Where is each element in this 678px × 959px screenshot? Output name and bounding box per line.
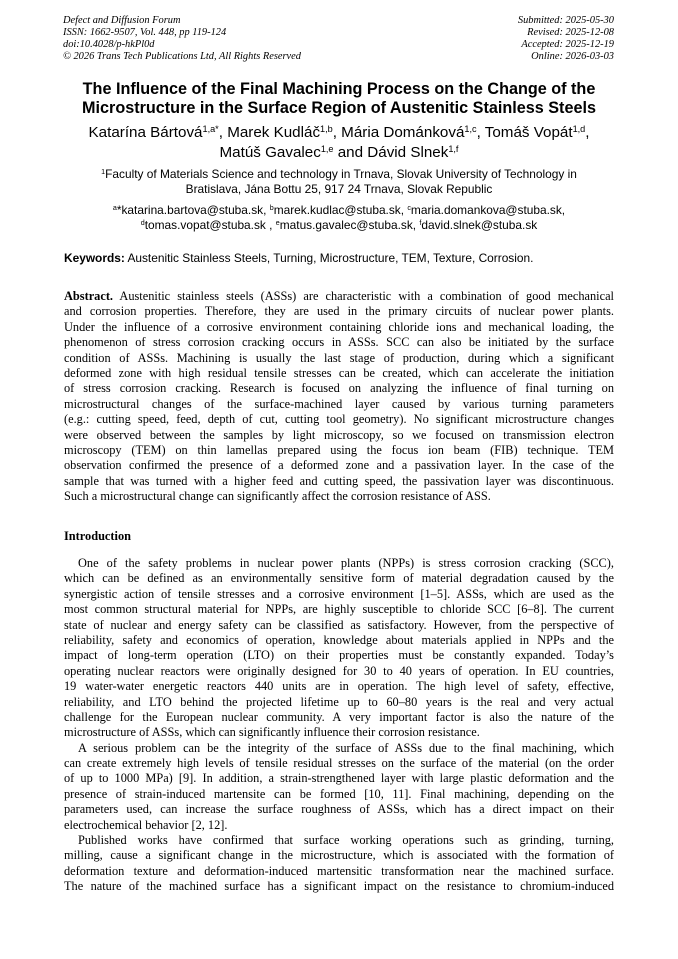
text-line: reliability, and LTO behind the projected lifetime up to 60–80 years is the real and very actual xyxy=(64,694,614,709)
author-separator: , xyxy=(218,124,228,141)
text-line: of up to 1000 MPa) [9]. In addition, a strain-strengthened layer with large plastic deformation and the xyxy=(64,771,614,786)
paper-title xyxy=(0,80,678,117)
keywords-text: Austenitic Stainless Steels, Turning, Microstructure, TEM, Texture, Corrosion. xyxy=(124,251,534,265)
text-line: phenomenon of stress corrosion cracking occurs in ASSs. SCC can also be initiated by the surface xyxy=(64,335,614,350)
email-sup: c xyxy=(407,204,411,213)
revised-date: Revised: 2025-12-08 xyxy=(527,27,614,38)
text-line: A serious problem can be the integrity of the surface of ASSs due to the final machining, which xyxy=(78,740,614,755)
author-affiliation-sup: 1,e xyxy=(320,143,334,154)
keywords-label: Keywords: xyxy=(64,251,125,265)
text-line: sample that was turned with a higher feed and cutting speed, the passivation layer was discontinuous. xyxy=(64,473,614,488)
abstract-label: Abstract. xyxy=(64,289,114,303)
text-line: One of the safety problems in nuclear power plants (NPPs) is stress corrosion cracking (SCC), xyxy=(78,556,614,570)
affiliation-line: Faculty of Materials Science and technology in Trnava, Slovak University of Technology in xyxy=(105,167,577,181)
email-sup: f xyxy=(419,219,422,228)
text-line: deformed zone with high residual tensile stresses can be created, which can accelerate the initiation xyxy=(64,365,614,380)
author-separator: , xyxy=(585,124,590,141)
text-line: presence of strain-induced martensite can be formed [10, 11]. Final machining, depending on the xyxy=(64,786,614,801)
text-line: synergistic action of tensile stresses and a corrosive environment [1–5]. ASSs, which are used as the xyxy=(64,586,614,601)
email-address: matus.gavalec@stuba.sk, xyxy=(279,218,420,232)
author-affiliation-sup: 1,b xyxy=(320,123,333,134)
title-line: Microstructure in the Surface Region of Austenitic Stainless Steels xyxy=(82,98,596,117)
text-line: can create extremely high levels of tensile residual stresses on the surface of the material (on the order xyxy=(64,756,614,771)
text-line: parameters used, can increase the surface roughness of ASSs, which has a direct impact on their xyxy=(64,802,614,817)
author-separator: , xyxy=(332,124,342,141)
text-line: observation confirmed the presence of a deformed zone and a passivation layer. In the case of the xyxy=(64,458,614,473)
text-line: condition of ASSs. Machining is usually the last stage of production, during which a significant xyxy=(64,350,614,365)
author-name: Mária Dománková xyxy=(341,124,465,141)
text-line: most common structural material for NPPs, are highly susceptible to chloride SCC [6–8]. The current xyxy=(64,602,614,617)
text-line: impact of long-term operation (LTO) on their properties must be constantly expanded. Today’s xyxy=(64,648,614,663)
text-line: Published works have confirmed that surface working operations such as grinding, turning, xyxy=(78,833,614,848)
email-address: marek.kudlac@stuba.sk, xyxy=(273,203,408,217)
text-line: The nature of the machined surface has a significant impact on the resistance to chromium-induced xyxy=(64,879,614,894)
text-line: and corrosion properties. Therefore, they are used in the primary circuits of nuclear power plants. xyxy=(64,304,614,319)
author-separator: , xyxy=(476,124,485,141)
paragraph xyxy=(64,556,614,741)
email-list xyxy=(0,203,678,233)
title-line: The Influence of the Final Machining Process on the Change of the xyxy=(82,80,596,98)
online-date: Online: 2026-03-03 xyxy=(531,51,614,62)
email-sup: a xyxy=(112,204,117,213)
section-heading: Introduction xyxy=(64,529,131,543)
abstract xyxy=(64,289,614,504)
email-address: david.slnek@stuba.sk xyxy=(421,218,538,232)
author-affiliation-sup: 1,c xyxy=(464,123,477,134)
text-line: microstructural changes of the surface-machined layer caused by various turning parameters xyxy=(64,396,614,411)
issn: ISSN: 1662-9507, Vol. 448, pp 119-124 xyxy=(63,27,227,38)
journal-info xyxy=(63,15,301,63)
text-line: (e.g.: cutting speed, feed, depth of cut, cutting tool geometry). No significant microstructure changes xyxy=(64,412,614,427)
text-line: electrochemical behavior [2, 12]. xyxy=(64,817,228,832)
email-address: *katarina.bartova@stuba.sk, xyxy=(116,203,270,217)
text-line: which can be defined as an environmentally sensitive form of material degradation caused by the xyxy=(64,571,614,586)
text-line: 19 water-water energetic reactors 440 units are in operation. The high level of safety, effective, xyxy=(64,679,614,694)
author-name: Matúš Gavalec xyxy=(219,144,321,161)
text-line: Under the influence of a corrosive environment containing chloride ions and mechanical loading, the xyxy=(64,319,614,334)
author-affiliation-sup: 1,f xyxy=(448,143,459,154)
author-name: Marek Kudláč xyxy=(227,124,321,141)
dates-info xyxy=(518,15,614,63)
affiliation xyxy=(0,167,678,197)
author-line xyxy=(0,123,678,143)
text-line: Such a microstructural change can significantly affect the corrosion resistance of ASS. xyxy=(64,489,491,504)
paragraph xyxy=(64,741,614,833)
doi: doi:10.4028/p-hkPl0d xyxy=(63,39,155,50)
email-sup: e xyxy=(275,219,280,228)
author-name: Tomáš Vopát xyxy=(484,124,573,141)
author-affiliation-sup: 1,a* xyxy=(202,123,219,134)
journal-name: Defect and Diffusion Forum xyxy=(63,15,181,26)
text-line: were observed between the samples by light microscopy, so we focused on transmission electron xyxy=(64,427,614,442)
author-name: Dávid Slnek xyxy=(367,144,449,161)
abstract-text: Austenitic stainless steels (ASSs) are characteristic with a combination of good mechanical xyxy=(113,289,614,303)
author-line xyxy=(0,143,678,163)
keywords xyxy=(64,251,533,265)
accepted-date: Accepted: 2025-12-19 xyxy=(521,39,614,50)
text-line: reliability, safety and economics of operation, knowledge about materials applied in NPPs and the xyxy=(64,632,614,647)
submitted-date: Submitted: 2025-05-30 xyxy=(517,15,614,26)
email-sup: b xyxy=(269,204,274,213)
text-line: operating nuclear reactors were originally designed for 30 to 40 years of operation. In EU countries, xyxy=(64,663,614,678)
author-name: Katarína Bártová xyxy=(88,124,203,141)
text-line: state of nuclear and energy safety can be classified as satisfactory. However, from the perspective of xyxy=(64,617,614,632)
author-affiliation-sup: 1,d xyxy=(572,123,586,134)
text-line: of stress corrosion cracking. Research is focused on analyzing the influence of final turning on xyxy=(64,381,614,396)
author-separator: and xyxy=(333,144,368,161)
text-line: microscopy (TEM) on thin lamellas prepared using the focus ion beam (FIB) technique. TEM xyxy=(64,442,614,457)
affiliation-line: Bratislava, Jána Bottu 25, 917 24 Trnava, Slovak Republic xyxy=(185,182,493,196)
paragraph xyxy=(64,833,614,895)
email-address: maria.domankova@stuba.sk, xyxy=(410,203,566,217)
affiliation-sup: 1 xyxy=(101,168,106,177)
text-line: deformation texture and deformation-induced martensitic transformation near the machined surface. xyxy=(64,863,614,878)
author-list xyxy=(0,123,678,163)
introduction-body xyxy=(64,556,614,895)
text-line: microstructure of ASSs, which can significantly influence their corrosion resistance. xyxy=(64,725,480,740)
text-line: challenge for the European nuclear community. A very important factor is also the nature of the xyxy=(64,709,614,724)
text-line xyxy=(64,289,614,304)
text-line: milling, cause a significant change in the microstructure, which is associated with the formation of xyxy=(64,848,614,863)
email-sup: d xyxy=(140,219,145,228)
copyright: © 2026 Trans Tech Publications Ltd, All Rights Reserved xyxy=(63,51,301,62)
email-address: tomas.vopat@stuba.sk , xyxy=(144,218,276,232)
